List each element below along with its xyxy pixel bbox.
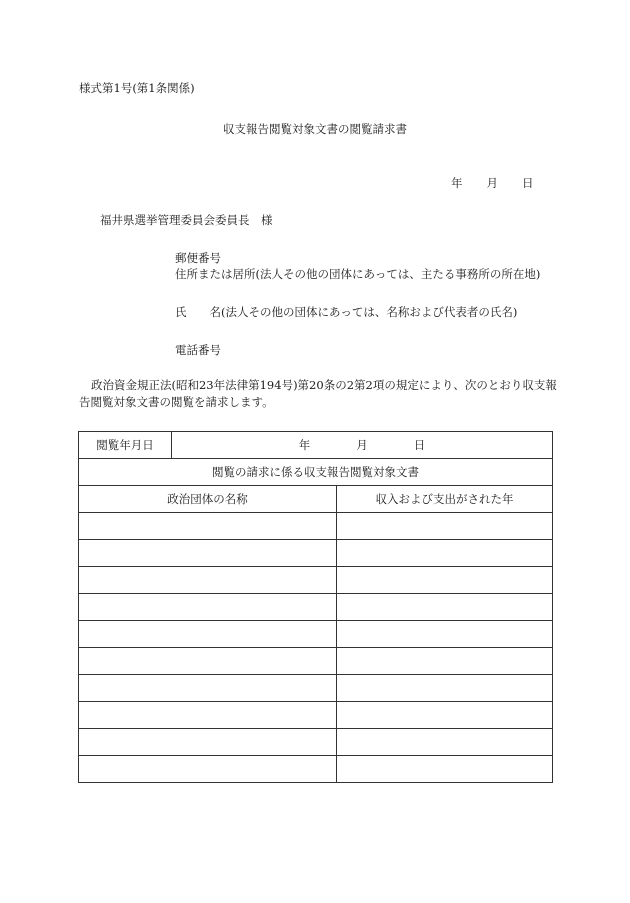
year-cell[interactable] bbox=[337, 648, 553, 675]
year-cell[interactable] bbox=[337, 513, 553, 540]
table-row bbox=[79, 486, 553, 513]
org-name-cell[interactable] bbox=[79, 540, 337, 567]
form-number: 様式第1号(第1条関係) bbox=[79, 81, 195, 95]
org-name-cell[interactable] bbox=[79, 513, 337, 540]
table-row bbox=[79, 567, 553, 594]
table-row bbox=[79, 729, 553, 756]
year-cell[interactable] bbox=[337, 702, 553, 729]
org-name-cell[interactable] bbox=[79, 702, 337, 729]
viewing-date-field[interactable]: 年 月 日 bbox=[172, 432, 553, 459]
year-cell[interactable] bbox=[337, 756, 553, 783]
request-table bbox=[78, 431, 553, 783]
request-statement: 政治資金規正法(昭和23年法律第194号)第20条の2第2項の規定により、次のとおり収支報告閲覧対象文書の閲覧を請求します。 bbox=[79, 378, 557, 409]
date-day-label: 日 bbox=[522, 176, 534, 190]
year-cell[interactable] bbox=[337, 567, 553, 594]
section-header: 閲覧の請求に係る収支報告閲覧対象文書 bbox=[79, 459, 553, 486]
address-label: 住所または居所(法人その他の団体にあっては、主たる事務所の所在地) bbox=[175, 267, 541, 281]
date-month-label: 月 bbox=[486, 176, 498, 190]
year-cell[interactable] bbox=[337, 540, 553, 567]
column-header-org-name: 政治団体の名称 bbox=[79, 486, 337, 513]
table-row bbox=[79, 540, 553, 567]
org-name-cell[interactable] bbox=[79, 729, 337, 756]
year-cell[interactable] bbox=[337, 729, 553, 756]
document-title: 収支報告閲覧対象文書の閲覧請求書 bbox=[223, 122, 407, 136]
addressee: 福井県選挙管理委員会委員長 様 bbox=[100, 213, 273, 227]
org-name-cell[interactable] bbox=[79, 675, 337, 702]
year-cell[interactable] bbox=[337, 594, 553, 621]
table-row bbox=[79, 756, 553, 783]
viewing-date-label: 閲覧年月日 bbox=[79, 432, 172, 459]
org-name-cell[interactable] bbox=[79, 648, 337, 675]
table-row bbox=[79, 513, 553, 540]
table-row bbox=[79, 675, 553, 702]
year-cell[interactable] bbox=[337, 675, 553, 702]
column-header-year: 収入および支出がされた年 bbox=[337, 486, 553, 513]
table-row bbox=[79, 702, 553, 729]
table-row bbox=[79, 594, 553, 621]
table-row bbox=[79, 432, 553, 459]
phone-label: 電話番号 bbox=[175, 343, 221, 357]
org-name-cell[interactable] bbox=[79, 567, 337, 594]
table-row bbox=[79, 648, 553, 675]
postal-code-label: 郵便番号 bbox=[175, 251, 221, 265]
name-label: 氏 名(法人その他の団体にあっては、名称および代表者の氏名) bbox=[175, 305, 518, 319]
table-row bbox=[79, 459, 553, 486]
org-name-cell[interactable] bbox=[79, 756, 337, 783]
date-line bbox=[451, 176, 534, 190]
date-year-label: 年 bbox=[451, 176, 463, 190]
org-name-cell[interactable] bbox=[79, 621, 337, 648]
org-name-cell[interactable] bbox=[79, 594, 337, 621]
table-row bbox=[79, 621, 553, 648]
year-cell[interactable] bbox=[337, 621, 553, 648]
